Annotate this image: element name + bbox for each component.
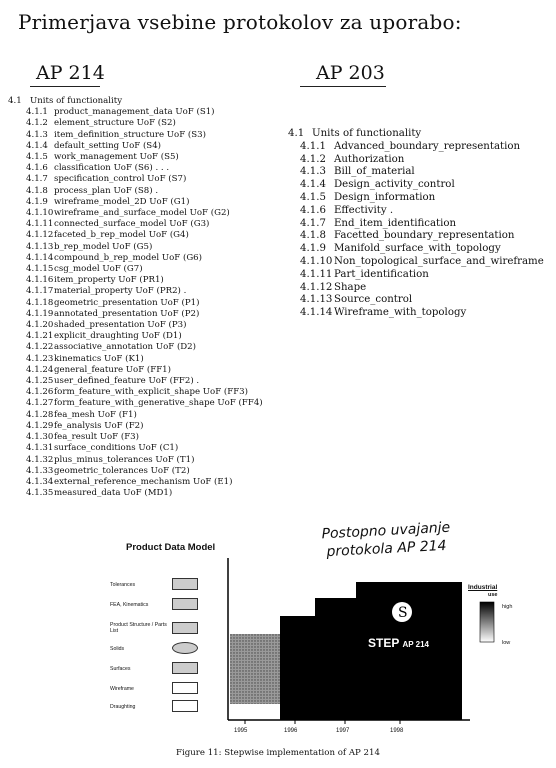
item-number: 4.1.22	[26, 342, 54, 353]
item-number: 4.1.29	[26, 420, 54, 431]
item-text: wireframe_and_surface_model UoF (G2)	[54, 208, 230, 219]
section-title: Units of functionality	[312, 128, 422, 139]
item-text: Part_identification	[334, 268, 429, 280]
ap214-list-item	[8, 298, 308, 309]
item-number: 4.1.12	[300, 281, 333, 293]
page-title: Primerjava vsebine protokolov za uporabo:	[18, 10, 462, 34]
item-number: 4.1.16	[26, 275, 54, 286]
item-number: 4.1.26	[26, 387, 54, 398]
item-text: b_rep_model UoF (G5)	[54, 241, 153, 252]
legend-title: Industrial	[468, 584, 498, 591]
ap214-list-item	[8, 197, 308, 208]
section-title: Units of functionality	[30, 96, 123, 106]
item-text: general_feature UoF (FF1)	[54, 364, 171, 375]
item-number: 4.1.9	[26, 196, 48, 207]
item-number: 4.1.9	[300, 243, 326, 255]
ap214-list-item	[8, 163, 308, 174]
ap214-list-item	[8, 320, 308, 331]
step-logo-text: STEP AP 214	[368, 636, 430, 650]
ap214-list	[8, 96, 308, 499]
item-number: 4.1.2	[26, 118, 48, 129]
item-number: 4.1.1	[300, 140, 326, 152]
item-text: Design_activity_control	[334, 179, 455, 191]
item-number: 4.1.20	[26, 320, 54, 331]
item-number: 4.1.28	[26, 409, 54, 420]
section-number: 4.1	[8, 96, 22, 106]
step-area-black	[280, 582, 462, 720]
item-number: 4.1.34	[26, 476, 54, 487]
row-label-wireframe: Wireframe	[110, 686, 134, 692]
ap203-list-item	[288, 307, 556, 320]
ap203-list-item	[288, 294, 556, 307]
ap203-list-item	[288, 179, 556, 192]
item-number: 4.1.31	[26, 443, 54, 454]
ap214-list-item	[8, 174, 308, 185]
item-number: 4.1.25	[26, 376, 54, 387]
item-number: 4.1.23	[26, 353, 54, 364]
item-number: 4.1.10	[300, 255, 333, 267]
item-text: product_management_data UoF (S1)	[54, 107, 215, 118]
item-number: 4.1.17	[26, 286, 54, 297]
ap214-list-item	[8, 477, 308, 488]
ap203-list-item	[288, 205, 556, 218]
figure-caption: Figure 11: Stepwise implementation of AP 214	[176, 748, 380, 758]
wireframe-icon	[172, 682, 198, 694]
item-number: 4.1.8	[300, 230, 326, 242]
ap214-section-header	[8, 96, 308, 107]
ap203-list-item	[288, 218, 556, 231]
item-text: item_property UoF (PR1)	[54, 275, 164, 286]
item-text: Source_control	[334, 294, 413, 306]
item-text: annotated_presentation UoF (P2)	[54, 308, 200, 319]
row-label-product-structure: Product Structure / Parts List	[110, 622, 167, 634]
item-number: 4.1.13	[26, 241, 54, 252]
item-number: 4.1.5	[26, 152, 48, 163]
row-label-tolerances: Tolerances	[110, 582, 136, 588]
row-label-surfaces: Surfaces	[110, 666, 131, 672]
year-label: 1998	[390, 728, 404, 734]
item-number: 4.1.6	[300, 204, 326, 216]
item-text: material_property UoF (PR2) .	[54, 286, 187, 297]
item-text: associative_annotation UoF (D2)	[54, 342, 197, 353]
item-text: Non_topological_surface_and_wireframe	[334, 255, 544, 267]
item-number: 4.1.35	[26, 488, 54, 499]
item-text: geometric_presentation UoF (P1)	[54, 297, 200, 308]
item-number: 4.1.14	[26, 252, 54, 263]
item-text: plus_minus_tolerances UoF (T1)	[54, 454, 195, 465]
item-number: 4.1.21	[26, 331, 54, 342]
item-number: 4.1.11	[26, 219, 54, 230]
ap214-heading: AP 214	[36, 62, 105, 84]
ap203-list-item	[288, 154, 556, 167]
row-label-solids: Solids	[110, 646, 125, 652]
ap214-list-item	[8, 421, 308, 432]
ap214-list-item	[8, 264, 308, 275]
ap203-list-item	[288, 243, 556, 256]
draughting-icon	[172, 700, 198, 712]
item-text: Bill_of_material	[334, 166, 415, 178]
tolerances-icon	[172, 578, 198, 590]
ap214-list-item	[8, 130, 308, 141]
ap214-list-item	[8, 432, 308, 443]
ap214-list-item	[8, 309, 308, 320]
item-text: form_feature_with_explicit_shape UoF (FF3)	[54, 387, 249, 398]
ap214-list-item	[8, 410, 308, 421]
item-number: 4.1.19	[26, 308, 54, 319]
ap214-underline	[30, 86, 100, 87]
fea-icon	[172, 598, 198, 610]
item-text: item_definition_structure UoF (S3)	[54, 129, 206, 140]
ap203-heading: AP 203	[316, 62, 385, 84]
item-text: geometric_tolerances UoF (T2)	[54, 465, 190, 476]
item-number: 4.1.2	[300, 153, 326, 165]
item-text: wireframe_model_2D UoF (G1)	[54, 196, 190, 207]
item-text: End_item_identification	[334, 217, 457, 229]
item-text: Effectivity .	[334, 204, 394, 216]
item-text: Shape	[334, 281, 367, 293]
item-text: fe_analysis UoF (F2)	[54, 420, 144, 431]
legend-unit: use	[488, 592, 498, 598]
item-number: 4.1.14	[300, 307, 333, 319]
ap214-list-item	[8, 443, 308, 454]
ap203-list-item	[288, 141, 556, 154]
item-text: Wireframe_with_topology	[334, 307, 467, 319]
legend-gradient-bar	[480, 602, 494, 642]
year-label: 1996	[284, 728, 298, 734]
item-text: work_management UoF (S5)	[54, 152, 179, 163]
item-number: 4.1.1	[26, 107, 48, 118]
item-text: Authorization	[334, 153, 405, 165]
ap214-list-item	[8, 387, 308, 398]
item-number: 4.1.10	[26, 208, 54, 219]
item-text: compound_b_rep_model UoF (G6)	[54, 252, 203, 263]
surfaces-icon	[172, 662, 198, 674]
row-label-fea: FEA, Kinematics	[110, 602, 149, 608]
item-number: 4.1.11	[300, 268, 333, 280]
ap214-list-item	[8, 488, 308, 499]
section-number: 4.1	[288, 128, 305, 139]
legend-high: high	[502, 604, 513, 610]
item-text: user_defined_feature UoF (FF2) .	[54, 376, 200, 387]
solids-icon	[172, 642, 198, 654]
item-number: 4.1.32	[26, 454, 54, 465]
ap203-list-item	[288, 282, 556, 295]
ap203-section-header	[288, 128, 556, 141]
figure-graphic	[110, 538, 513, 743]
item-number: 4.1.7	[26, 174, 48, 185]
item-text: Manifold_surface_with_topology	[334, 243, 501, 255]
item-text: connected_surface_model UoF (G3)	[54, 219, 210, 230]
ap214-list-item	[8, 242, 308, 253]
ap203-list-item	[288, 192, 556, 205]
year-label: 1997	[336, 728, 350, 734]
ap214-list-item	[8, 107, 308, 118]
item-text: surface_conditions UoF (C1)	[54, 443, 179, 454]
ap203-list-item	[288, 230, 556, 243]
item-number: 4.1.12	[26, 230, 54, 241]
item-text: Design_information	[334, 191, 436, 203]
item-number: 4.1.27	[26, 398, 54, 409]
figure-title: Product Data Model	[126, 542, 216, 553]
ap214-list-item	[8, 141, 308, 152]
ap214-list-item	[8, 331, 308, 342]
item-text: fea_result UoF (F3)	[54, 432, 140, 443]
item-text: Advanced_boundary_representation	[334, 140, 521, 152]
item-text: measured_data UoF (MD1)	[54, 488, 173, 499]
item-text: csg_model UoF (G7)	[54, 264, 143, 275]
ap203-list-item	[288, 256, 556, 269]
item-text: fea_mesh UoF (F1)	[54, 409, 137, 420]
ap203-list-item	[288, 166, 556, 179]
ap214-list-item	[8, 398, 308, 409]
ap214-list-item	[8, 253, 308, 264]
ap214-list-item	[8, 466, 308, 477]
item-number: 4.1.18	[26, 297, 54, 308]
ap203-underline	[300, 86, 386, 87]
step-logo-s: S	[398, 605, 408, 621]
item-text: explicit_draughting UoF (D1)	[54, 331, 182, 342]
item-text: Facetted_boundary_representation	[334, 230, 515, 242]
item-number: 4.1.4	[300, 179, 326, 191]
handwritten-line-2: protokola AP 214	[326, 537, 447, 561]
ap214-list-item	[8, 208, 308, 219]
ap214-list-item	[8, 455, 308, 466]
item-number: 4.1.7	[300, 217, 326, 229]
ap214-list-item	[8, 230, 308, 241]
item-number: 4.1.3	[26, 129, 48, 140]
step-area-1995-texture	[230, 634, 280, 704]
legend-low: low	[502, 640, 511, 646]
ap214-list-item	[8, 275, 308, 286]
item-number: 4.1.5	[300, 191, 326, 203]
ap214-list-item	[8, 286, 308, 297]
item-text: shaded_presentation UoF (P3)	[54, 320, 187, 331]
ap214-list-item	[8, 354, 308, 365]
item-text: element_structure UoF (S2)	[54, 118, 176, 129]
ap214-list-item	[8, 152, 308, 163]
ap214-list-item	[8, 365, 308, 376]
ap214-list-item	[8, 342, 308, 353]
ap203-list	[288, 128, 556, 320]
ap214-list-item	[8, 118, 308, 129]
item-number: 4.1.30	[26, 432, 54, 443]
item-text: process_plan UoF (S8) .	[54, 185, 159, 196]
item-text: faceted_b_rep_model UoF (G4)	[54, 230, 189, 241]
row-label-draughting: Draughting	[110, 704, 136, 710]
item-number: 4.1.24	[26, 364, 54, 375]
item-text: form_feature_with_generative_shape UoF (FF4)	[54, 398, 263, 409]
ap214-list-item	[8, 376, 308, 387]
item-text: default_setting UoF (S4)	[54, 140, 162, 151]
year-label: 1995	[234, 728, 248, 734]
item-number: 4.1.4	[26, 140, 48, 151]
item-number: 4.1.8	[26, 185, 48, 196]
item-text: external_reference_mechanism UoF (E1)	[54, 476, 233, 487]
handwritten-line-1: Postopno uvajanje	[321, 519, 451, 543]
item-number: 4.1.6	[26, 163, 48, 174]
item-number: 4.1.33	[26, 465, 54, 476]
item-text: classification UoF (S6) . . .	[54, 163, 170, 174]
ap203-list-item	[288, 269, 556, 282]
ap214-list-item	[8, 186, 308, 197]
item-text: specification_control UoF (S7)	[54, 174, 187, 185]
item-text: kinematics UoF (K1)	[54, 353, 144, 364]
ap214-list-item	[8, 219, 308, 230]
item-number: 4.1.13	[300, 294, 333, 306]
product-data-model-figure	[110, 538, 513, 743]
item-number: 4.1.15	[26, 264, 54, 275]
parts-list-icon	[172, 622, 198, 634]
item-number: 4.1.3	[300, 166, 326, 178]
